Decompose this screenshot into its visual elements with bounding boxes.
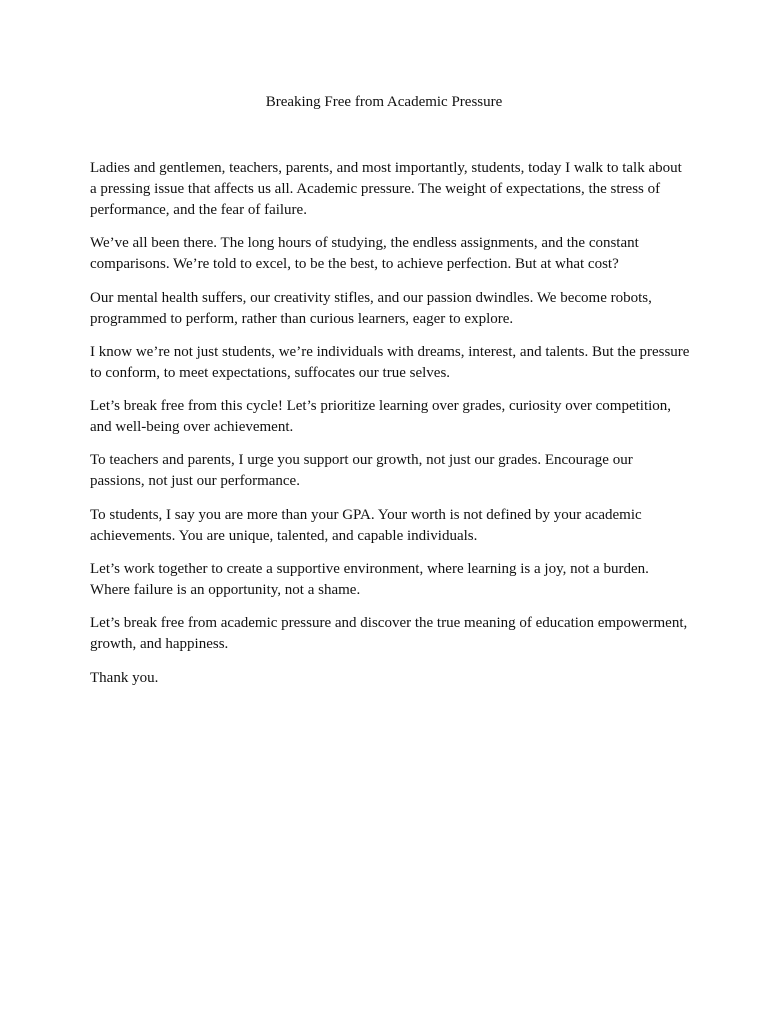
paragraph-individuals: I know we’re not just students, we’re individuals with dreams, interest, and talents. But the pressure to conform, to meet expectations, suffocates our true selves.	[90, 343, 690, 381]
paragraph-call-to-action: Let’s break free from this cycle! Let’s prioritize learning over grades, curiosity over competition, and well-being over achievement.	[90, 398, 672, 436]
paragraph-consequences: Our mental health suffers, our creativity stifles, and our passion dwindles. We become robots, programmed to perform, rather than curious learners, eager to explore.	[90, 289, 652, 327]
document-title: Breaking Free from Academic Pressure	[265, 94, 503, 110]
paragraph-conclusion: Let’s break free from academic pressure and discover the true meaning of education empowerment, growth, and happiness.	[90, 615, 688, 653]
paragraph-shared-experience: We’ve all been there. The long hours of studying, the endless assignments, and the constant comparisons. We’re told to excel, to be the best, to achieve perfection. But at what cost?	[90, 235, 639, 273]
paragraph-thank-you: Thank you.	[90, 669, 159, 686]
paragraph-work-together: Let’s work together to create a supportive environment, where learning is a joy, not a burden. Where failure is an opportunity, not a shame.	[90, 561, 649, 599]
paragraph-students: To students, I say you are more than your GPA. Your worth is not defined by your academic achievements. You are unique, talented, and capable individuals.	[90, 506, 642, 544]
paragraph-teachers-parents: To teachers and parents, I urge you support our growth, not just our grades. Encourage our passions, not just our performance.	[90, 452, 633, 490]
document-body	[90, 158, 690, 701]
paragraph-greeting: Ladies and gentlemen, teachers, parents, and most importantly, students, today I walk to talk about a pressing issue that affects us all. Academic pressure. The weight of expectations, the stress of performance, and the fear of failure.	[90, 160, 682, 218]
